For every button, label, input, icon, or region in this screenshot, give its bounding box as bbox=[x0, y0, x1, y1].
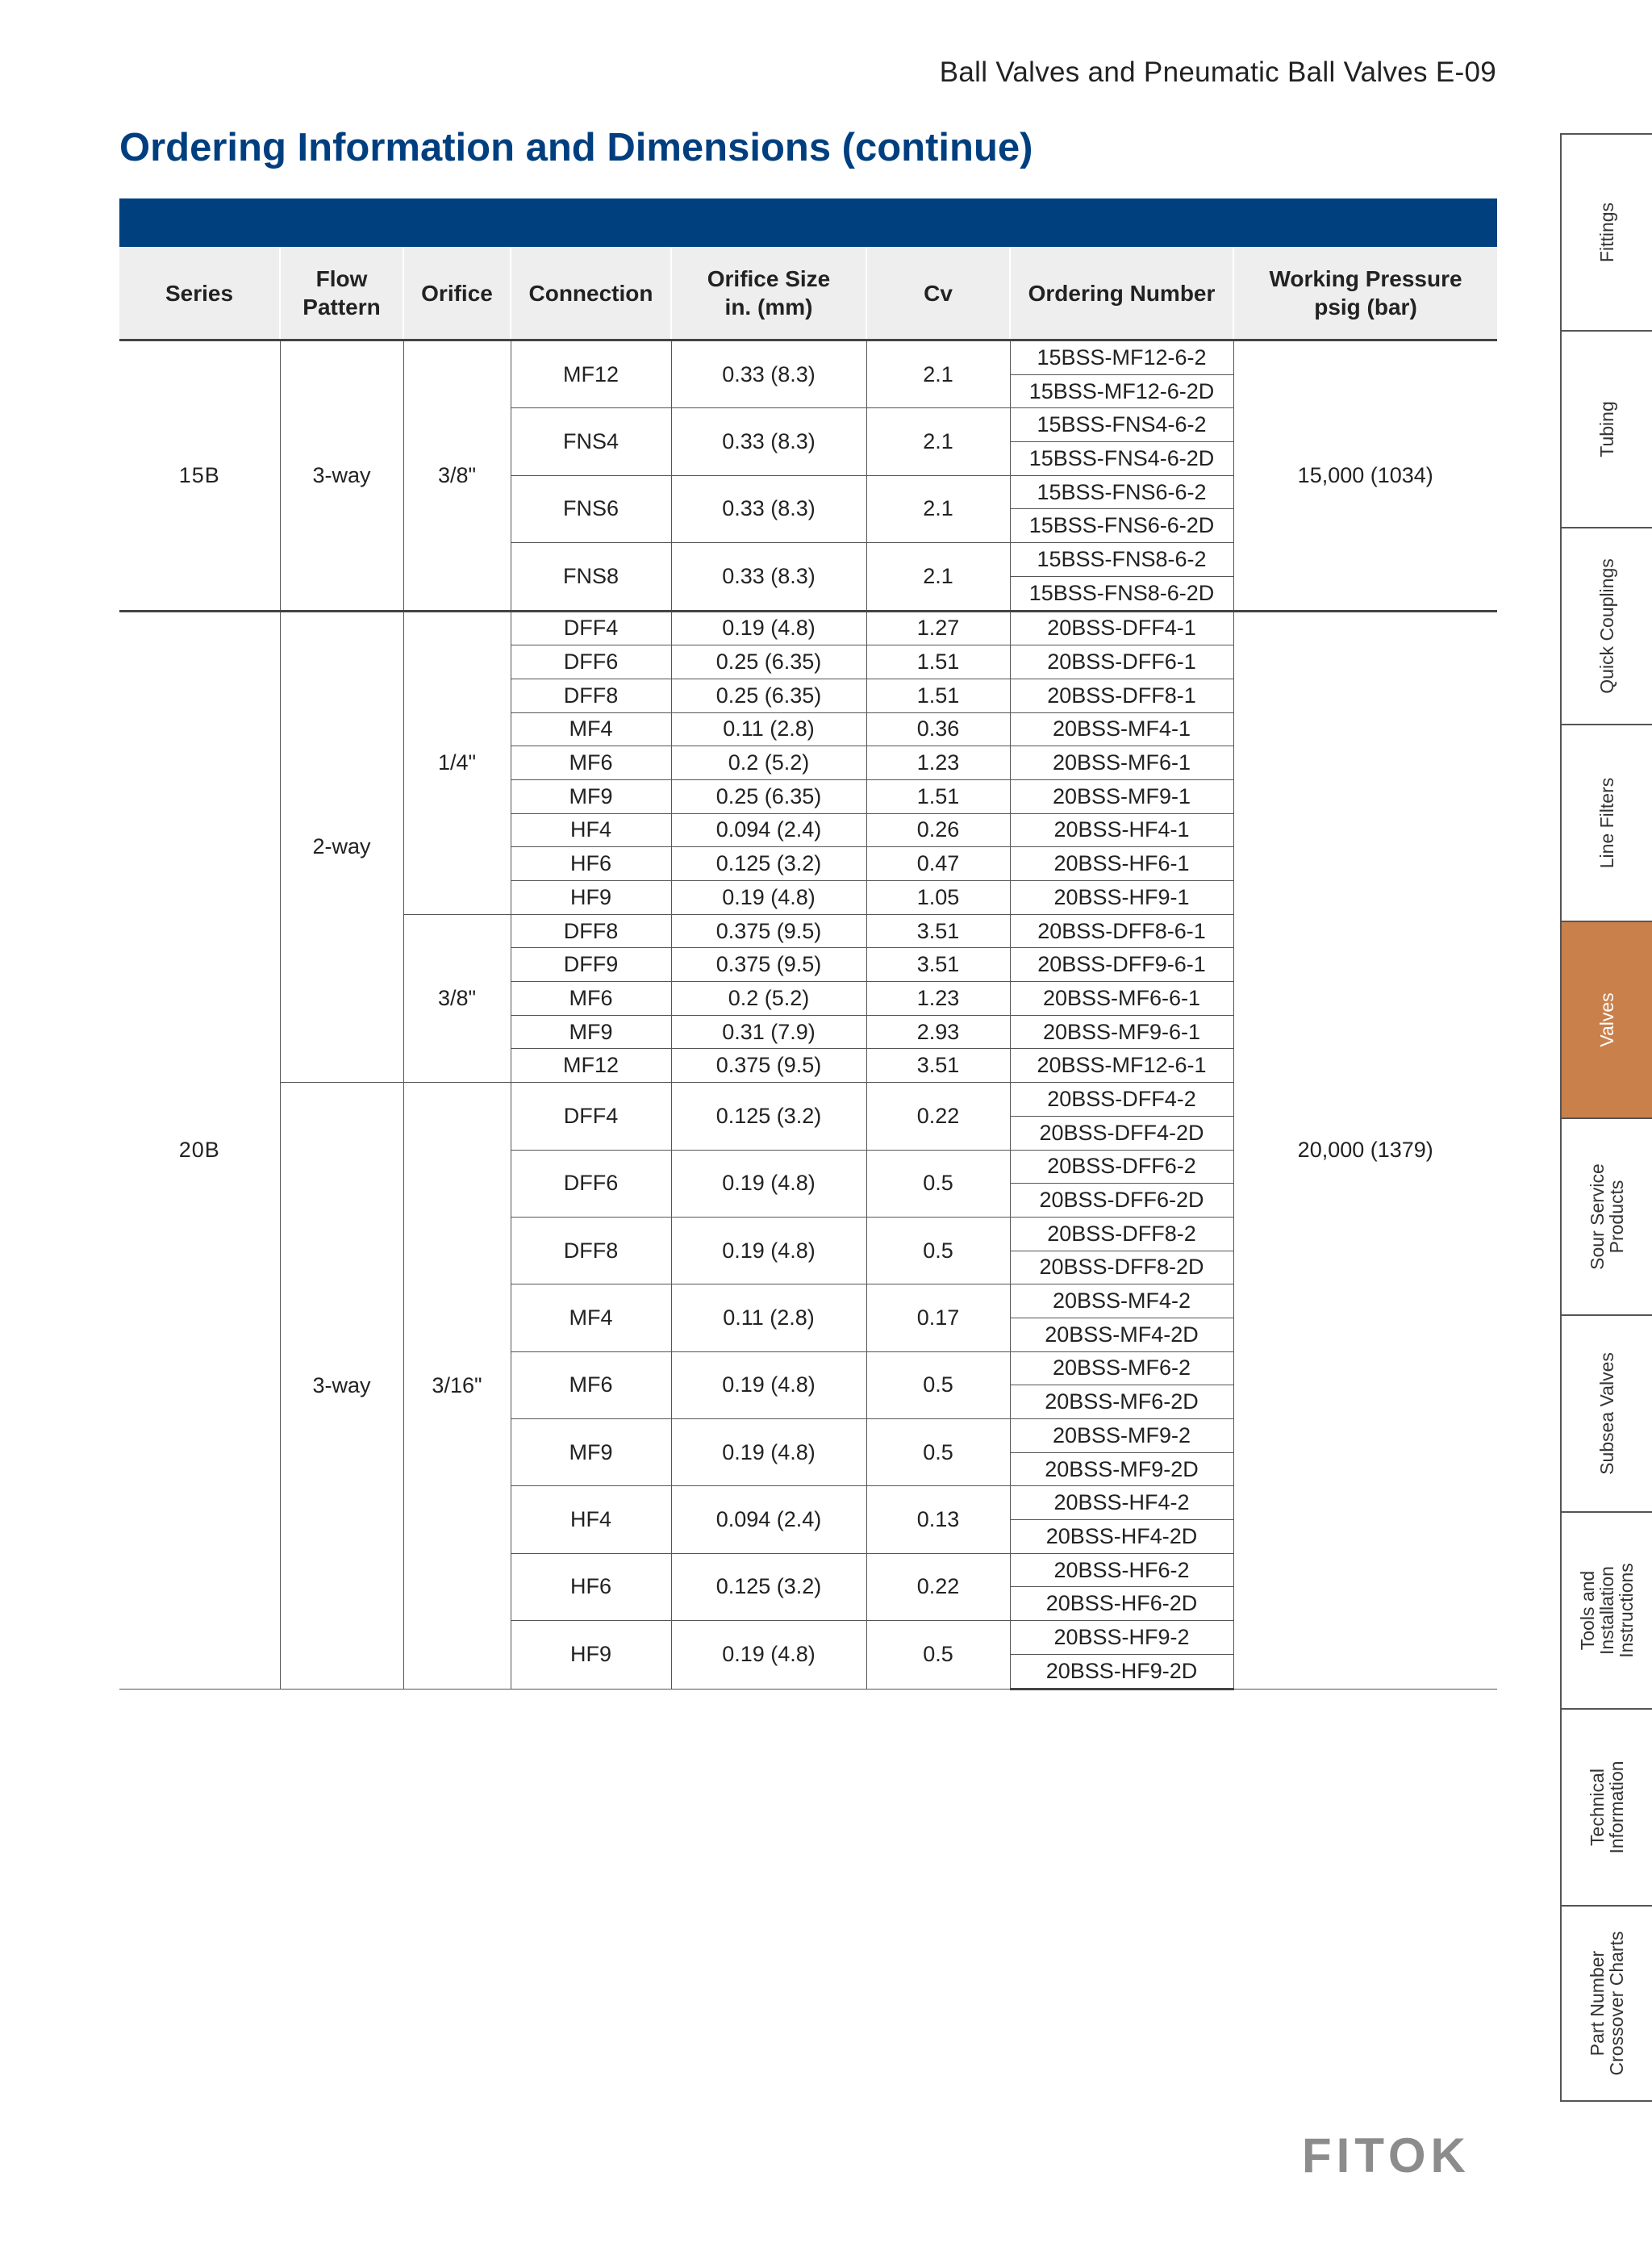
cell-cv: 1.05 bbox=[866, 881, 1010, 915]
cell-orifice-size: 0.33 (8.3) bbox=[671, 340, 866, 408]
cell-orifice-size: 0.125 (3.2) bbox=[671, 847, 866, 881]
cell-connection: HF9 bbox=[511, 1621, 671, 1689]
tab-fittings[interactable] bbox=[1560, 133, 1652, 330]
cell-cv: 3.51 bbox=[866, 914, 1010, 948]
page-header: Ball Valves and Pneumatic Ball Valves E-09 bbox=[939, 56, 1496, 88]
tab-label: Technical Information bbox=[1587, 1761, 1627, 1854]
cell-cv: 2.1 bbox=[866, 408, 1010, 475]
table-row bbox=[119, 340, 1497, 375]
cell-connection: HF4 bbox=[511, 813, 671, 847]
cell-orifice-size: 0.11 (2.8) bbox=[671, 1284, 866, 1351]
cell-orifice-size: 0.125 (3.2) bbox=[671, 1083, 866, 1150]
col-header-working-pressure bbox=[1233, 247, 1497, 340]
cell-cv: 0.13 bbox=[866, 1486, 1010, 1553]
ordering-table-container bbox=[119, 247, 1497, 1690]
cell-ordering-number: 15BSS-MF12-6-2 bbox=[1010, 340, 1233, 375]
cell-ordering-number: 20BSS-MF9-1 bbox=[1010, 779, 1233, 813]
cell-flow-pattern: 3-way bbox=[280, 1083, 403, 1689]
cell-cv: 0.26 bbox=[866, 813, 1010, 847]
table-header-row bbox=[119, 247, 1497, 340]
cell-cv: 0.5 bbox=[866, 1217, 1010, 1284]
cell-ordering-number: 20BSS-HF4-1 bbox=[1010, 813, 1233, 847]
cell-ordering-number: 20BSS-MF4-2 bbox=[1010, 1284, 1233, 1318]
cell-ordering-number: 15BSS-FNS6-6-2D bbox=[1010, 509, 1233, 543]
cell-ordering-number: 20BSS-DFF8-1 bbox=[1010, 679, 1233, 712]
cell-connection: DFF6 bbox=[511, 1150, 671, 1217]
col-header-ordering-number bbox=[1010, 247, 1233, 340]
tab-label: Valves bbox=[1596, 992, 1617, 1047]
col-header-flow-text: Flow Pattern bbox=[302, 266, 381, 320]
cell-cv: 0.5 bbox=[866, 1419, 1010, 1486]
fitok-logo: FITOK bbox=[1302, 2128, 1471, 2182]
cell-series: 15B bbox=[119, 340, 280, 612]
cell-ordering-number: 20BSS-DFF6-2D bbox=[1010, 1184, 1233, 1218]
tab-label: Line Filters bbox=[1596, 777, 1617, 869]
col-header-orifice-size-text: Orifice Size in. (mm) bbox=[707, 266, 831, 320]
cell-cv: 3.51 bbox=[866, 1049, 1010, 1083]
col-header-series bbox=[119, 247, 280, 340]
cell-ordering-number: 15BSS-FNS6-6-2 bbox=[1010, 475, 1233, 509]
cell-connection: DFF6 bbox=[511, 645, 671, 679]
cell-cv: 0.22 bbox=[866, 1553, 1010, 1620]
table-header-bar bbox=[119, 198, 1497, 247]
cell-orifice: 3/8" bbox=[403, 914, 511, 1082]
cell-ordering-number: 15BSS-FNS8-6-2 bbox=[1010, 543, 1233, 577]
cell-ordering-number: 15BSS-FNS8-6-2D bbox=[1010, 576, 1233, 611]
cell-orifice-size: 0.25 (6.35) bbox=[671, 679, 866, 712]
cell-connection: DFF9 bbox=[511, 948, 671, 982]
cell-ordering-number: 20BSS-HF6-2D bbox=[1010, 1587, 1233, 1621]
cell-cv: 0.5 bbox=[866, 1621, 1010, 1689]
cell-orifice-size: 0.25 (6.35) bbox=[671, 779, 866, 813]
cell-connection: MF9 bbox=[511, 1419, 671, 1486]
tab-label: Quick Couplings bbox=[1596, 558, 1617, 694]
cell-ordering-number: 20BSS-HF9-2 bbox=[1010, 1621, 1233, 1655]
col-header-cv-text: Cv bbox=[924, 280, 953, 306]
cell-series: 20B bbox=[119, 611, 280, 1689]
cell-ordering-number: 20BSS-DFF8-2D bbox=[1010, 1251, 1233, 1284]
cell-orifice-size: 0.094 (2.4) bbox=[671, 1486, 866, 1553]
cell-cv: 0.47 bbox=[866, 847, 1010, 881]
cell-orifice-size: 0.2 (5.2) bbox=[671, 746, 866, 780]
cell-connection: MF6 bbox=[511, 746, 671, 780]
cell-cv: 2.1 bbox=[866, 340, 1010, 408]
cell-cv: 2.1 bbox=[866, 543, 1010, 611]
cell-ordering-number: 20BSS-MF4-1 bbox=[1010, 712, 1233, 746]
cell-cv: 0.5 bbox=[866, 1150, 1010, 1217]
cell-orifice-size: 0.19 (4.8) bbox=[671, 1217, 866, 1284]
cell-ordering-number: 15BSS-MF12-6-2D bbox=[1010, 374, 1233, 408]
cell-connection: MF12 bbox=[511, 1049, 671, 1083]
col-header-orifice-size bbox=[671, 247, 866, 340]
cell-cv: 1.51 bbox=[866, 779, 1010, 813]
cell-connection: MF6 bbox=[511, 982, 671, 1016]
tab-label: Subsea Valves bbox=[1596, 1352, 1617, 1475]
cell-ordering-number: 20BSS-DFF6-2 bbox=[1010, 1150, 1233, 1184]
cell-orifice-size: 0.33 (8.3) bbox=[671, 475, 866, 542]
cell-ordering-number: 20BSS-DFF4-2 bbox=[1010, 1083, 1233, 1117]
cell-ordering-number: 20BSS-MF6-2 bbox=[1010, 1351, 1233, 1385]
tab-label: Tubing bbox=[1596, 401, 1617, 457]
tab-label: Fittings bbox=[1596, 202, 1617, 263]
col-header-ordering-text: Ordering Number bbox=[1028, 280, 1216, 306]
tab-label: Part Number Crossover Charts bbox=[1587, 1931, 1627, 2076]
cell-ordering-number: 20BSS-HF4-2 bbox=[1010, 1486, 1233, 1520]
cell-connection: HF6 bbox=[511, 1553, 671, 1620]
cell-cv: 2.93 bbox=[866, 1015, 1010, 1049]
cell-ordering-number: 15BSS-FNS4-6-2D bbox=[1010, 442, 1233, 476]
cell-ordering-number: 20BSS-MF9-6-1 bbox=[1010, 1015, 1233, 1049]
cell-orifice-size: 0.094 (2.4) bbox=[671, 813, 866, 847]
cell-working-pressure: 20,000 (1379) bbox=[1233, 611, 1497, 1689]
tab-label: Sour Service Products bbox=[1587, 1163, 1627, 1270]
cell-ordering-number: 20BSS-HF9-1 bbox=[1010, 881, 1233, 915]
tab-tools-and-installation-instructions[interactable] bbox=[1560, 1511, 1652, 1708]
table-body bbox=[119, 340, 1497, 1690]
cell-cv: 1.51 bbox=[866, 645, 1010, 679]
cell-cv: 0.17 bbox=[866, 1284, 1010, 1351]
cell-connection: MF12 bbox=[511, 340, 671, 408]
cell-orifice-size: 0.375 (9.5) bbox=[671, 948, 866, 982]
cell-connection: DFF8 bbox=[511, 679, 671, 712]
cell-orifice-size: 0.19 (4.8) bbox=[671, 1419, 866, 1486]
cell-orifice-size: 0.375 (9.5) bbox=[671, 1049, 866, 1083]
cell-orifice: 3/16" bbox=[403, 1083, 511, 1689]
cell-cv: 2.1 bbox=[866, 475, 1010, 542]
cell-connection: HF4 bbox=[511, 1486, 671, 1553]
col-header-flow-pattern bbox=[280, 247, 403, 340]
cell-orifice-size: 0.31 (7.9) bbox=[671, 1015, 866, 1049]
cell-ordering-number: 20BSS-MF9-2D bbox=[1010, 1452, 1233, 1486]
table-row bbox=[119, 611, 1497, 645]
tab-valves[interactable] bbox=[1560, 921, 1652, 1117]
col-header-pressure-text: Working Pressure psig (bar) bbox=[1269, 266, 1462, 320]
cell-connection: DFF8 bbox=[511, 1217, 671, 1284]
cell-ordering-number: 20BSS-HF6-1 bbox=[1010, 847, 1233, 881]
cell-connection: HF6 bbox=[511, 847, 671, 881]
cell-ordering-number: 20BSS-MF6-1 bbox=[1010, 746, 1233, 780]
cell-connection: DFF4 bbox=[511, 1083, 671, 1150]
cell-orifice-size: 0.33 (8.3) bbox=[671, 408, 866, 475]
cell-cv: 1.51 bbox=[866, 679, 1010, 712]
tab-part-number-crossover-charts[interactable] bbox=[1560, 1905, 1652, 2102]
cell-cv: 0.5 bbox=[866, 1351, 1010, 1418]
cell-orifice-size: 0.125 (3.2) bbox=[671, 1553, 866, 1620]
tab-quick-couplings[interactable] bbox=[1560, 527, 1652, 724]
cell-ordering-number: 20BSS-MF4-2D bbox=[1010, 1318, 1233, 1351]
cell-ordering-number: 15BSS-FNS4-6-2 bbox=[1010, 408, 1233, 442]
cell-connection: MF4 bbox=[511, 712, 671, 746]
cell-cv: 1.27 bbox=[866, 611, 1010, 645]
cell-ordering-number: 20BSS-DFF8-2 bbox=[1010, 1217, 1233, 1251]
cell-cv: 0.36 bbox=[866, 712, 1010, 746]
cell-ordering-number: 20BSS-MF6-2D bbox=[1010, 1385, 1233, 1419]
page-title: Ordering Information and Dimensions (continue) bbox=[119, 126, 1033, 169]
cell-ordering-number: 20BSS-MF6-6-1 bbox=[1010, 982, 1233, 1016]
cell-orifice-size: 0.11 (2.8) bbox=[671, 712, 866, 746]
cell-orifice-size: 0.19 (4.8) bbox=[671, 1150, 866, 1217]
cell-orifice-size: 0.375 (9.5) bbox=[671, 914, 866, 948]
cell-ordering-number: 20BSS-DFF6-1 bbox=[1010, 645, 1233, 679]
cell-ordering-number: 20BSS-DFF4-2D bbox=[1010, 1116, 1233, 1150]
cell-connection: MF9 bbox=[511, 779, 671, 813]
col-header-orifice bbox=[403, 247, 511, 340]
cell-connection: MF4 bbox=[511, 1284, 671, 1351]
cell-ordering-number: 20BSS-HF4-2D bbox=[1010, 1520, 1233, 1554]
tab-label: Tools and Installation Instructions bbox=[1577, 1563, 1637, 1658]
cell-ordering-number: 20BSS-HF6-2 bbox=[1010, 1553, 1233, 1587]
cell-connection: DFF8 bbox=[511, 914, 671, 948]
section-tabs bbox=[1560, 133, 1652, 2102]
cell-ordering-number: 20BSS-MF12-6-1 bbox=[1010, 1049, 1233, 1083]
cell-orifice-size: 0.33 (8.3) bbox=[671, 543, 866, 611]
cell-orifice-size: 0.19 (4.8) bbox=[671, 1621, 866, 1689]
cell-ordering-number: 20BSS-DFF8-6-1 bbox=[1010, 914, 1233, 948]
tab-tubing[interactable] bbox=[1560, 330, 1652, 527]
tab-subsea-valves[interactable] bbox=[1560, 1314, 1652, 1511]
cell-ordering-number: 20BSS-HF9-2D bbox=[1010, 1654, 1233, 1689]
cell-orifice: 1/4" bbox=[403, 611, 511, 914]
cell-connection: MF9 bbox=[511, 1015, 671, 1049]
col-header-connection bbox=[511, 247, 671, 340]
cell-ordering-number: 20BSS-DFF4-1 bbox=[1010, 611, 1233, 645]
cell-connection: MF6 bbox=[511, 1351, 671, 1418]
cell-connection: FNS6 bbox=[511, 475, 671, 542]
cell-orifice-size: 0.19 (4.8) bbox=[671, 611, 866, 645]
cell-connection: FNS8 bbox=[511, 543, 671, 611]
col-header-connection-text: Connection bbox=[528, 280, 653, 306]
col-header-series-text: Series bbox=[165, 280, 234, 306]
ordering-table bbox=[119, 247, 1497, 1690]
tab-sour-service-products[interactable] bbox=[1560, 1117, 1652, 1314]
cell-orifice: 3/8" bbox=[403, 340, 511, 612]
cell-flow-pattern: 3-way bbox=[280, 340, 403, 612]
col-header-cv bbox=[866, 247, 1010, 340]
cell-cv: 0.22 bbox=[866, 1083, 1010, 1150]
tab-line-filters[interactable] bbox=[1560, 724, 1652, 921]
cell-orifice-size: 0.19 (4.8) bbox=[671, 881, 866, 915]
cell-orifice-size: 0.19 (4.8) bbox=[671, 1351, 866, 1418]
cell-connection: HF9 bbox=[511, 881, 671, 915]
cell-flow-pattern: 2-way bbox=[280, 611, 403, 1083]
cell-cv: 1.23 bbox=[866, 982, 1010, 1016]
cell-connection: DFF4 bbox=[511, 611, 671, 645]
cell-cv: 1.23 bbox=[866, 746, 1010, 780]
cell-ordering-number: 20BSS-DFF9-6-1 bbox=[1010, 948, 1233, 982]
cell-cv: 3.51 bbox=[866, 948, 1010, 982]
cell-orifice-size: 0.2 (5.2) bbox=[671, 982, 866, 1016]
cell-orifice-size: 0.25 (6.35) bbox=[671, 645, 866, 679]
tab-technical-information[interactable] bbox=[1560, 1708, 1652, 1905]
col-header-orifice-text: Orifice bbox=[421, 280, 493, 306]
cell-ordering-number: 20BSS-MF9-2 bbox=[1010, 1419, 1233, 1453]
cell-connection: FNS4 bbox=[511, 408, 671, 475]
cell-working-pressure: 15,000 (1034) bbox=[1233, 340, 1497, 612]
